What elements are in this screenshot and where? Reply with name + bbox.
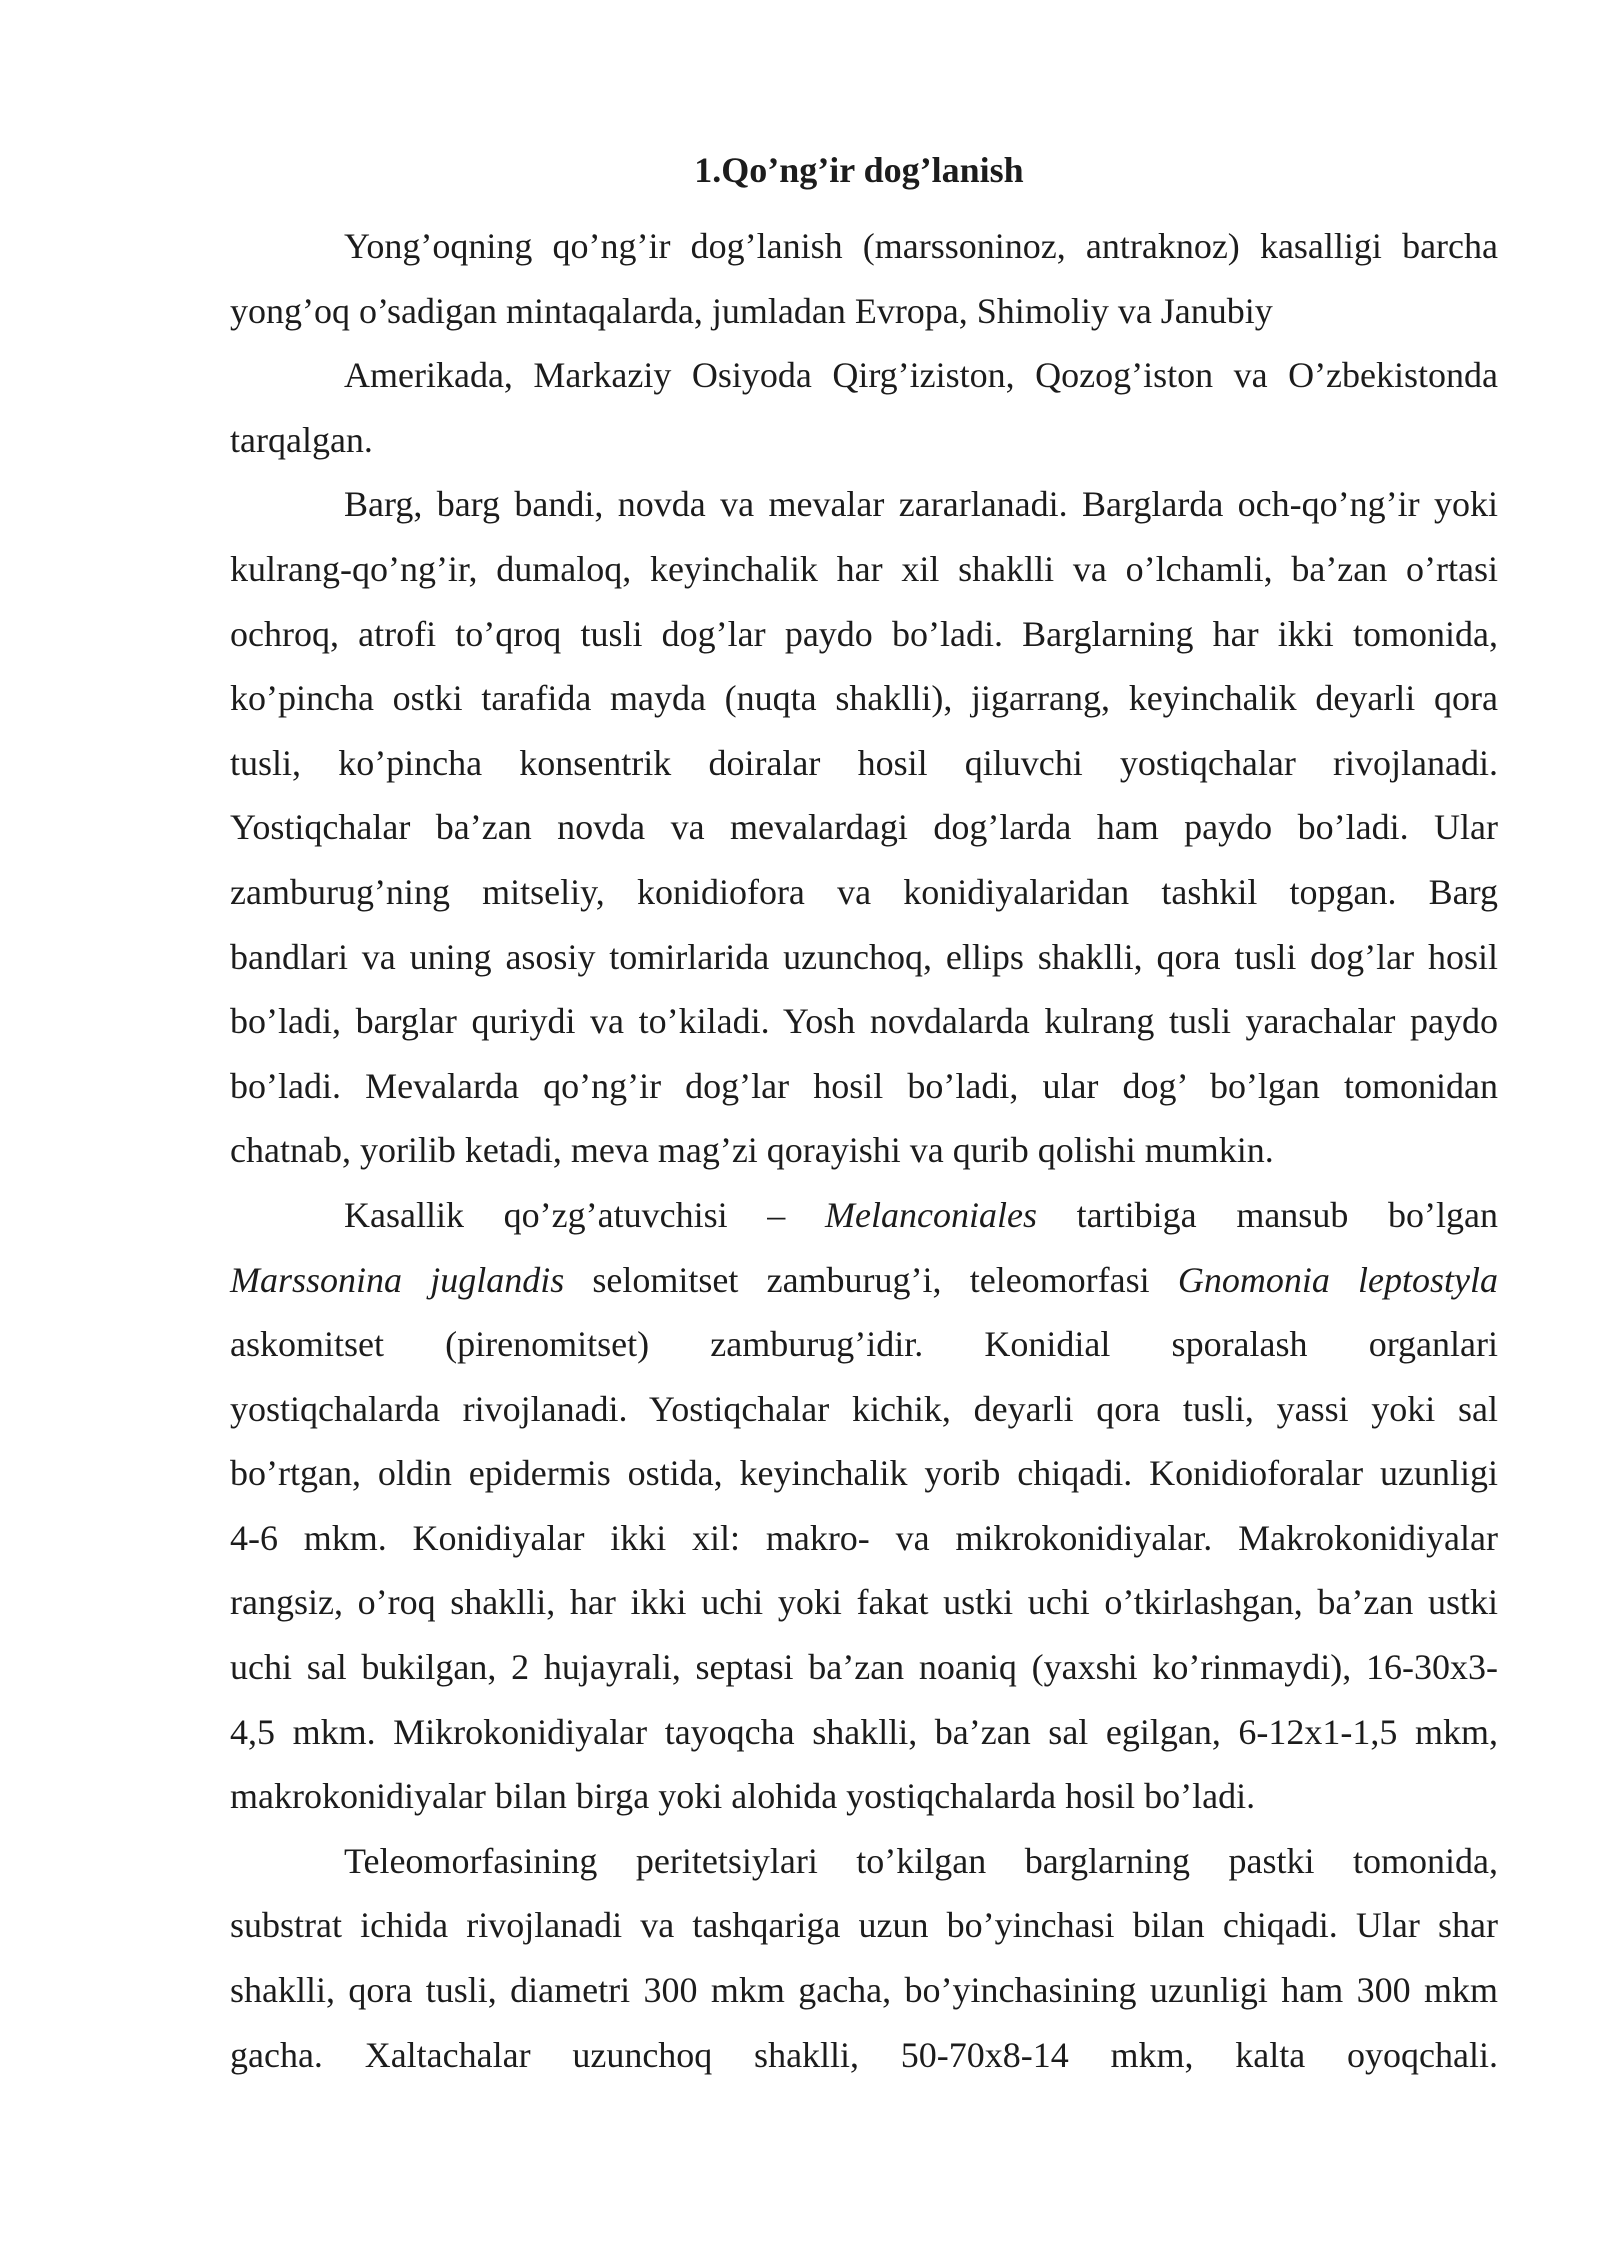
text-segment: uchi sal bukilgan, 2 hujayrali, septasi ba’zan noaniq (yaxshi ko’rinmaydi), 16-30x3- [230,1647,1498,1688]
text-segment: tartibiga mansub bo’lgan [1036,1194,1498,1235]
text-segment: 4,5 mkm. Mikrokonidiyalar tayoqcha shaklli, ba’zan sal egilgan, 6-12x1-1,5 mkm, [230,1711,1498,1752]
text-line [230,1829,1498,1894]
text-segment: bandlari va uning asosiy tomirlarida uzunchoq, ellips shaklli, qora tusli dog’lar hosil [230,936,1498,977]
text-segment: Yong’oqning qo’ng’ir dog’lanish (marssoninoz, antraknoz) kasalligi barcha [344,226,1498,266]
text-segment: selomitset zamburug’i, teleomorfasi [564,1259,1178,1300]
text-line [230,1700,1498,1765]
text-segment: rangsiz, o’roq shaklli, har ikki uchi yoki fakat ustki uchi o’tkirlashgan, ba’zan ustki [230,1582,1498,1623]
text-segment: bo’rtgan, oldin epidermis ostida, keyinchalik yorib chiqadi. Konidioforalar uzunligi [230,1453,1498,1494]
text-segment: bo’ladi, barglar quriydi va to’kiladi. Yosh novdalarda kulrang tusli yarachalar paydo [230,1001,1498,1042]
text-line [230,602,1498,667]
text-segment: Yostiqchalar ba’zan novda va mevalardagi dog’larda ham paydo bo’ladi. Ular [230,807,1498,848]
text-segment: zamburug’ning mitseliy, konidiofora va konidiyalaridan tashkil topgan. Barg [230,871,1498,912]
text-line [230,860,1498,925]
text-line [230,472,1498,537]
text-line [230,989,1498,1054]
italic-term: Gnomonia leptostyla [1177,1259,1498,1300]
text-line [230,1248,1498,1313]
text-line [230,1506,1498,1571]
text-segment: gacha. Xaltachalar uzunchoq shaklli, 50-70x8-14 mkm, kalta oyoqchali. [230,2034,1498,2075]
text-line [230,1570,1498,1635]
text-line [230,1893,1498,1958]
text-line [230,1312,1498,1377]
text-segment: askomitset (pirenomitset) zamburug’idir. Konidial sporalash organlari [230,1324,1498,1365]
text-segment: tusli, ko’pincha konsentrik doiralar hosil qiluvchi yostiqchalar rivojlanadi. [230,742,1498,783]
text-segment: yostiqchalarda rivojlanadi. Yostiqchalar kichik, deyarli qora tusli, yassi yoki sal [230,1388,1498,1429]
text-segment: ochroq, atrofi to’qroq tusli dog’lar paydo bo’ladi. Barglarning har ikki tomonida, [230,613,1498,654]
text-segment: bo’ladi. Mevalarda qo’ng’ir dog’lar hosil bo’ladi, ular dog’ bo’lgan tomonidan [230,1065,1498,1106]
text-line [230,214,1498,279]
text-segment: ko’pincha ostki tarafida mayda (nuqta shaklli), jigarrang, keyinchalik deyarli qora [230,678,1498,719]
text-segment: Barg, barg bandi, novda va mevalar zararlanadi. Barglarda och-qo’ng’ir yoki [344,484,1498,525]
text-segment: substrat ichida rivojlanadi va tashqariga uzun bo’yinchasi bilan chiqadi. Ular shar [230,1905,1498,1946]
text-line [230,1764,1498,1829]
text-line [230,1377,1498,1442]
italic-term: Marssonina juglandis [230,1259,565,1300]
text-segment: shaklli, qora tusli, diametri 300 mkm gacha, bo’yinchasining uzunligi ham 300 mkm [230,1970,1498,2011]
italic-term: Melanconiales [825,1194,1037,1235]
text-line [230,1054,1498,1119]
text-segment: makrokonidiyalar bilan birga yoki alohida yostiqchalarda hosil bo’ladi. [230,1776,1256,1817]
text-segment: Teleomorfasining peritetsiylari to’kilgan barglarning pastki tomonida, [344,1840,1498,1881]
text-line [230,1635,1498,1700]
text-segment: chatnab, yorilib ketadi, meva mag’zi qorayishi va qurib qolishi mumkin. [230,1130,1274,1171]
text-line [230,731,1498,796]
text-line [230,279,1498,344]
text-segment: yong’oq o’sadigan mintaqalarda, jumladan Evropa, Shimoliy va Janubiy [230,290,1273,331]
text-line [230,925,1498,990]
text-line [230,2023,1498,2088]
text-line [230,1441,1498,1506]
page-title: 1.Qo’ng’ir dog’lanish [694,150,1024,190]
text-segment: tarqalgan. [230,419,373,460]
text-line [230,537,1498,602]
text-line [230,1118,1498,1183]
text-segment: kulrang-qo’ng’ir, dumaloq, keyinchalik har xil shaklli va o’lchamli, ba’zan o’rtasi [230,548,1498,589]
text-line [230,408,1498,473]
text-line [230,1183,1498,1248]
text-segment: 4-6 mkm. Konidiyalar ikki xil: makro- va mikrokonidiyalar. Makrokonidiyalar [230,1517,1498,1558]
text-segment: Amerikada, Markaziy Osiyoda Qirg’iziston, Qozog’iston va O’zbekistonda [344,355,1498,396]
text-line [230,1958,1498,2023]
text-line [230,666,1498,731]
body-text [230,214,1498,2087]
text-line [230,795,1498,860]
text-segment: Kasallik qo’zg’atuvchisi – [344,1194,826,1235]
text-line [230,343,1498,408]
